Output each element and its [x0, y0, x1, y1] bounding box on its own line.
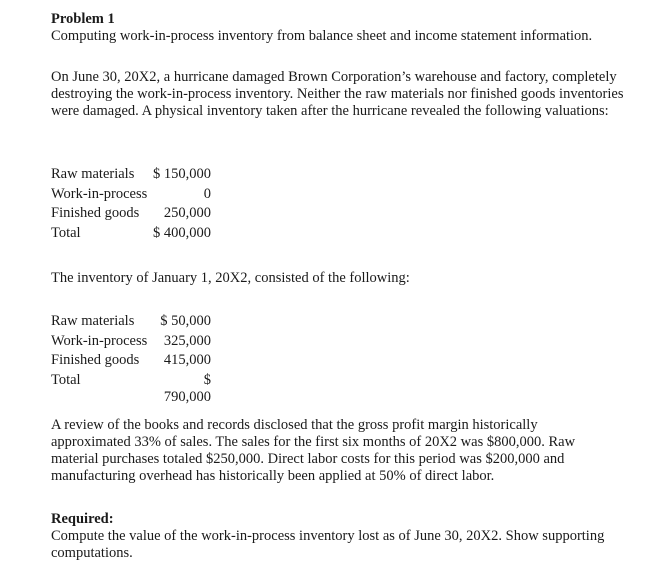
row-label: Finished goods [51, 205, 140, 221]
row-value: $ 150,000 [153, 166, 211, 182]
row-value: 415,000 [163, 352, 211, 368]
problem-document [51, 11, 631, 561]
problem-subtitle: Computing work-in-process inventory from balance sheet and income statement information. [51, 28, 593, 44]
table-row [51, 205, 211, 225]
table-row [51, 313, 211, 333]
table-row [51, 166, 211, 186]
table-row [51, 372, 211, 406]
january-intro: The inventory of January 1, 20X2, consisted of the following: [51, 270, 410, 286]
required-label: Required: [51, 511, 114, 527]
intro-paragraph: On June 30, 20X2, a hurricane damaged Brown Corporation’s warehouse and factory, completely destroying the work-in-process inventory. Neither the raw materials nor finished goods inventories were damaged. A physical inventory taken after the hurricane revealed the following valuations: [51, 69, 624, 119]
table-row [51, 225, 211, 245]
row-label: Total [51, 224, 81, 241]
row-label: Raw materials [51, 166, 135, 182]
row-value: 325,000 [163, 332, 211, 349]
june-inventory-table [51, 166, 211, 244]
row-value: 0 [203, 185, 211, 202]
review-paragraph: A review of the books and records disclosed that the gross profit margin historically approximated 33% of sales. The sales for the first six months of 20X2 was $800,000. Raw material purchases totaled $250,000. Direct labor costs for this period was $200,000 and manufacturing overhead has historically been applied at 50% of direct labor. [51, 417, 576, 484]
january-inventory-table [51, 313, 211, 406]
row-label: Raw materials [51, 313, 135, 329]
row-value: $ 400,000 [153, 224, 211, 241]
row-label: Total [51, 371, 81, 388]
row-label: Finished goods [51, 352, 140, 368]
row-value: $ 50,000 [160, 313, 211, 329]
row-label: Work-in-process [51, 185, 148, 202]
problem-heading: Problem 1 [51, 11, 115, 27]
row-value: 250,000 [163, 205, 211, 221]
row-label: Work-in-process [51, 332, 148, 349]
table-row [51, 186, 211, 206]
table-row [51, 333, 211, 353]
required-text: Compute the value of the work-in-process inventory lost as of June 30, 20X2. Show supporting computations. [51, 528, 605, 561]
row-value: $ 790,000 [163, 371, 211, 405]
table-row [51, 352, 211, 372]
required-section [51, 511, 626, 562]
